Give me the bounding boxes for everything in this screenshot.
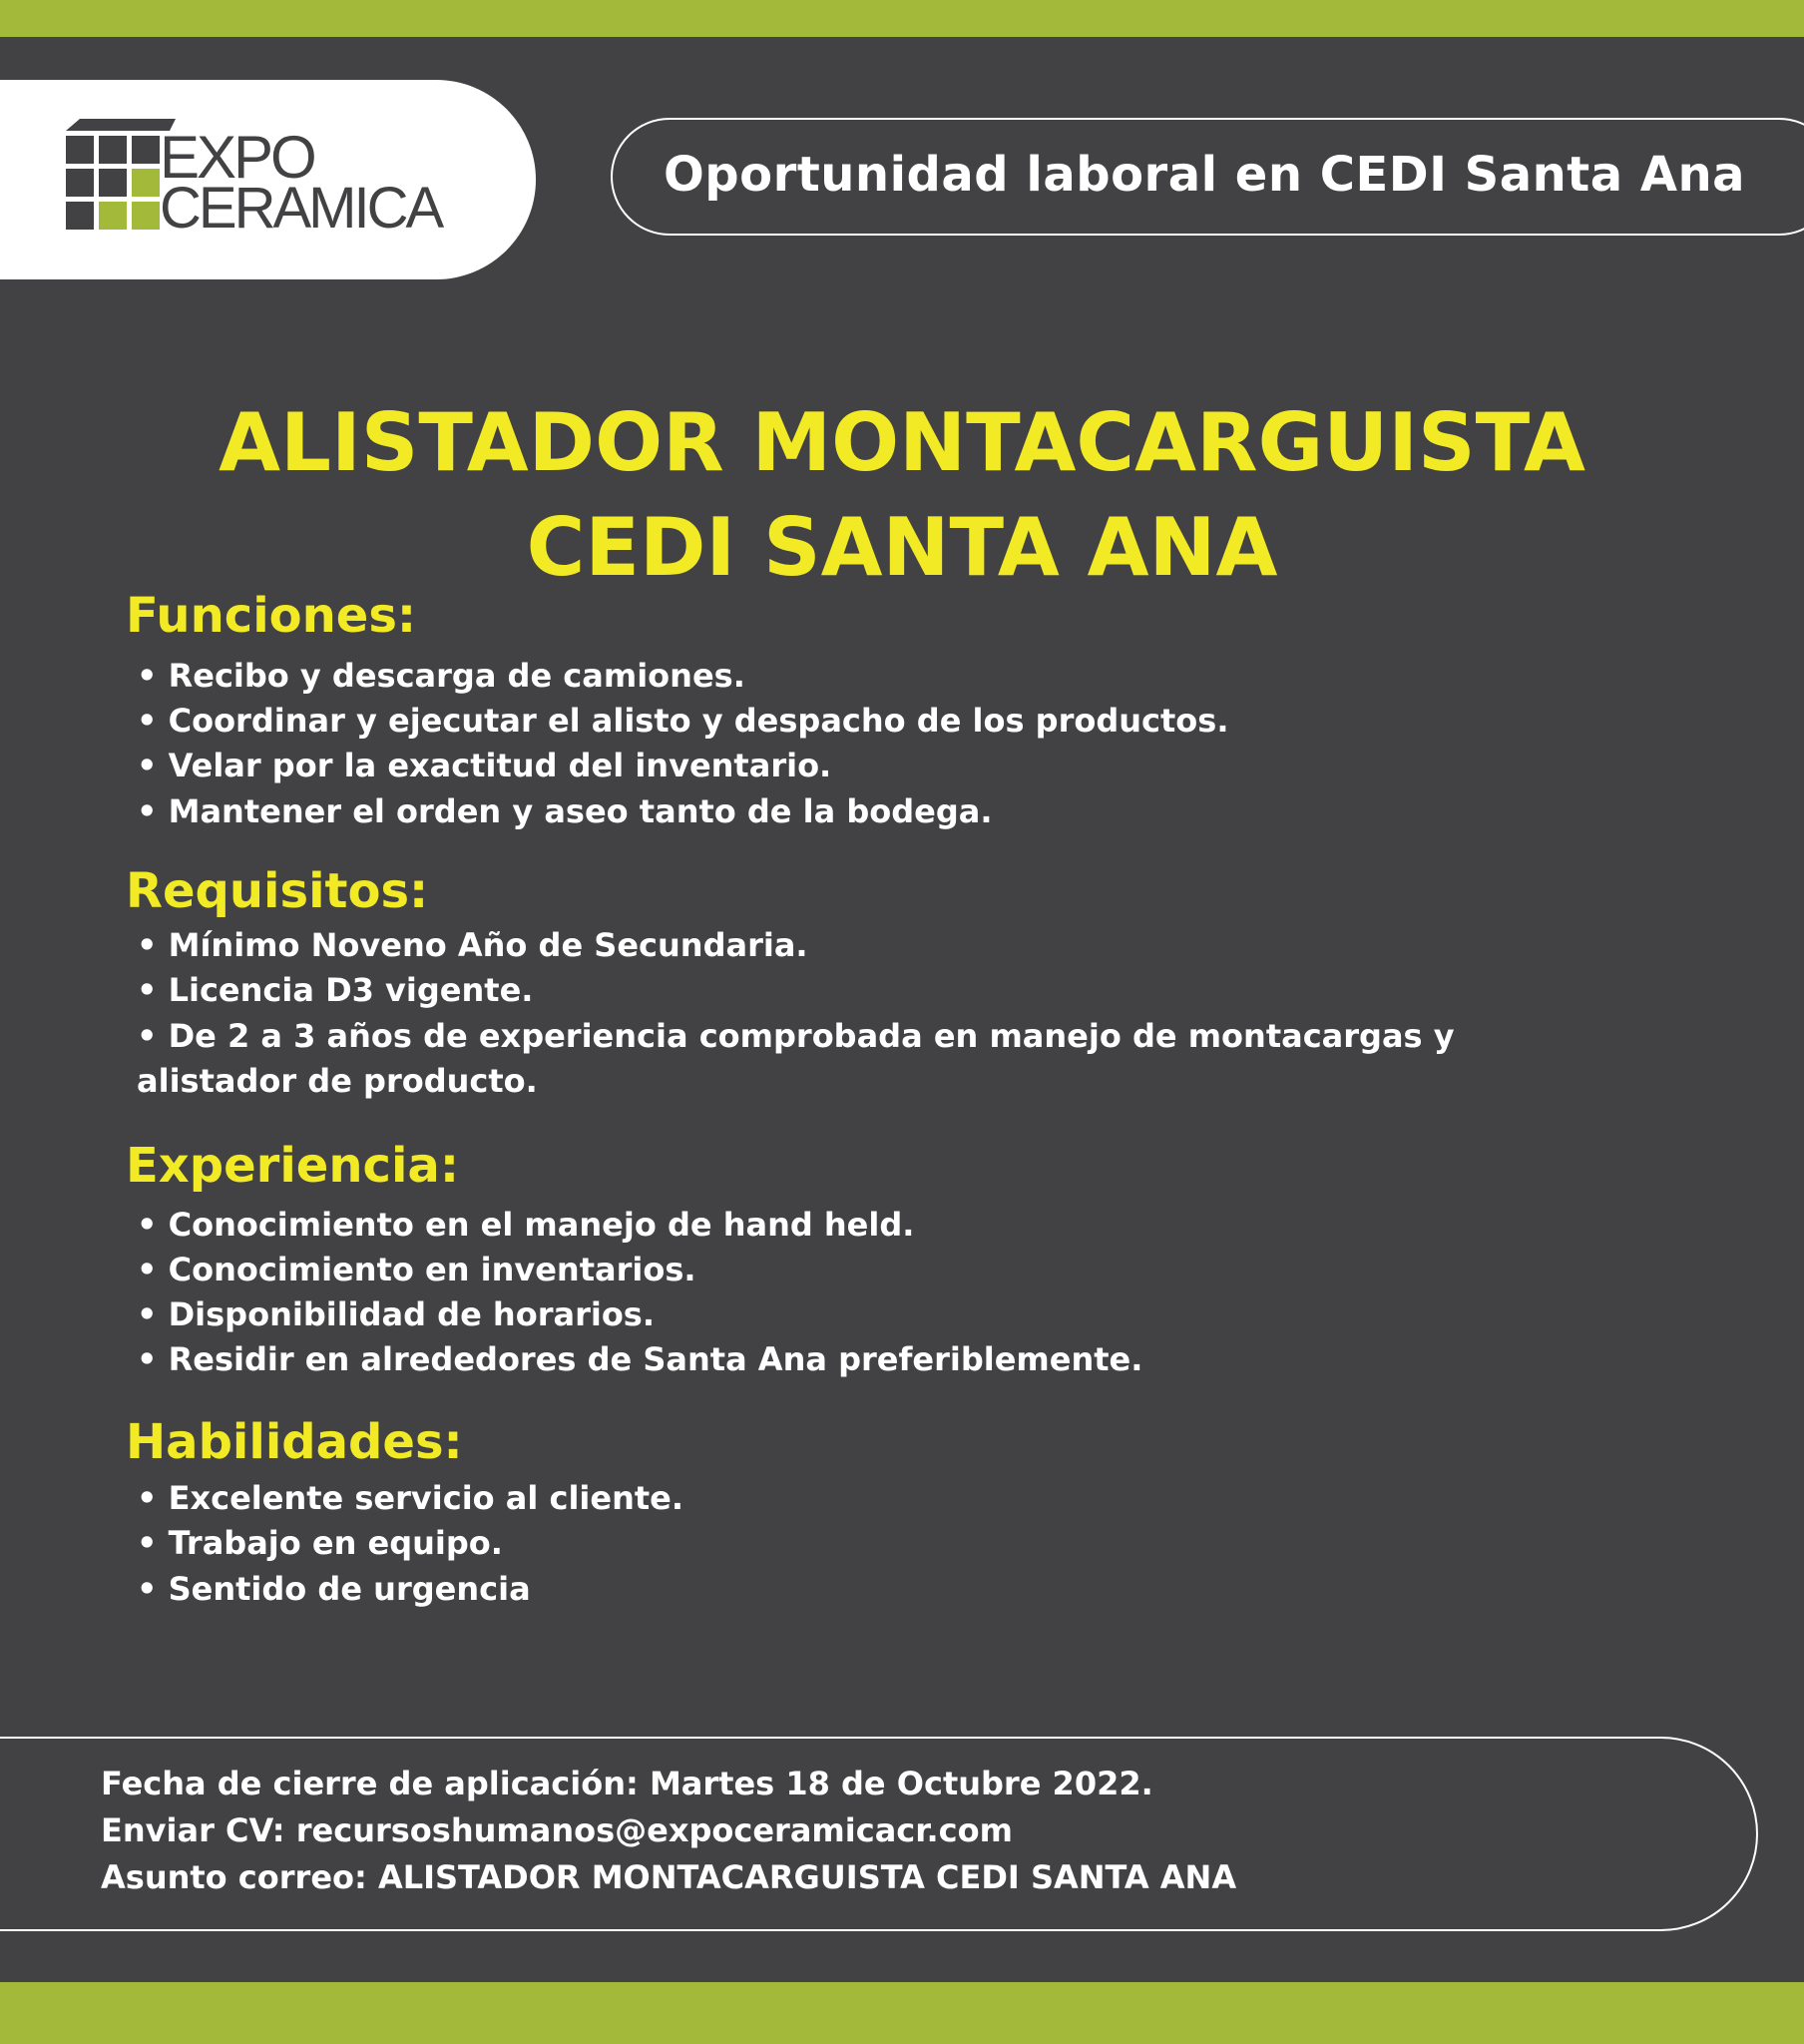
job-title-line1: ALISTADOR MONTACARGUISTA — [219, 396, 1585, 489]
list-item: • De 2 a 3 años de experiencia comprobada en manejo de montacargas y — [137, 1017, 1455, 1055]
section-heading-experiencia: Experiencia: — [126, 1138, 460, 1194]
footer-subject: Asunto correo: ALISTADOR MONTACARGUISTA CEDI SANTA ANA — [101, 1858, 1237, 1896]
footer-deadline: Fecha de cierre de aplicación: Martes 18 de Octubre 2022. — [101, 1765, 1153, 1802]
footer-email: Enviar CV: recursoshumanos@expoceramicacr.com — [101, 1811, 1013, 1849]
list-item: • Recibo y descarga de camiones. — [137, 657, 745, 695]
list-item: • Trabajo en equipo. — [137, 1524, 503, 1562]
list-item: • Excelente servicio al cliente. — [137, 1479, 684, 1517]
list-item: • Mantener el orden y aseo tanto de la bodega. — [137, 792, 993, 830]
header-title: Oportunidad laboral en CEDI Santa Ana — [664, 147, 1746, 203]
list-item: • Mínimo Noveno Año de Secundaria. — [137, 926, 808, 964]
list-item: • Conocimiento en el manejo de hand held. — [137, 1206, 915, 1244]
list-item: • Conocimiento en inventarios. — [137, 1251, 696, 1288]
list-item: • Sentido de urgencia — [137, 1570, 531, 1608]
list-item: • Licencia D3 vigente. — [137, 971, 534, 1009]
section-heading-habilidades: Habilidades: — [126, 1414, 463, 1470]
list-item: alistador de producto. — [137, 1062, 538, 1100]
logo-text-line1: EXPO — [160, 124, 314, 191]
bottom-accent-bar — [0, 1982, 1804, 2044]
list-item: • Disponibilidad de horarios. — [137, 1295, 655, 1333]
section-heading-funciones: Funciones: — [126, 588, 417, 644]
section-heading-requisitos: Requisitos: — [126, 863, 429, 919]
job-title-line2: CEDI SANTA ANA — [526, 501, 1278, 594]
top-accent-bar — [0, 0, 1804, 37]
logo-text-line2: CERAMICA — [160, 176, 442, 241]
list-item: • Velar por la exactitud del inventario. — [137, 747, 832, 784]
list-item: • Residir en alrededores de Santa Ana preferiblemente. — [137, 1340, 1143, 1378]
list-item: • Coordinar y ejecutar el alisto y despacho de los productos. — [137, 702, 1229, 740]
